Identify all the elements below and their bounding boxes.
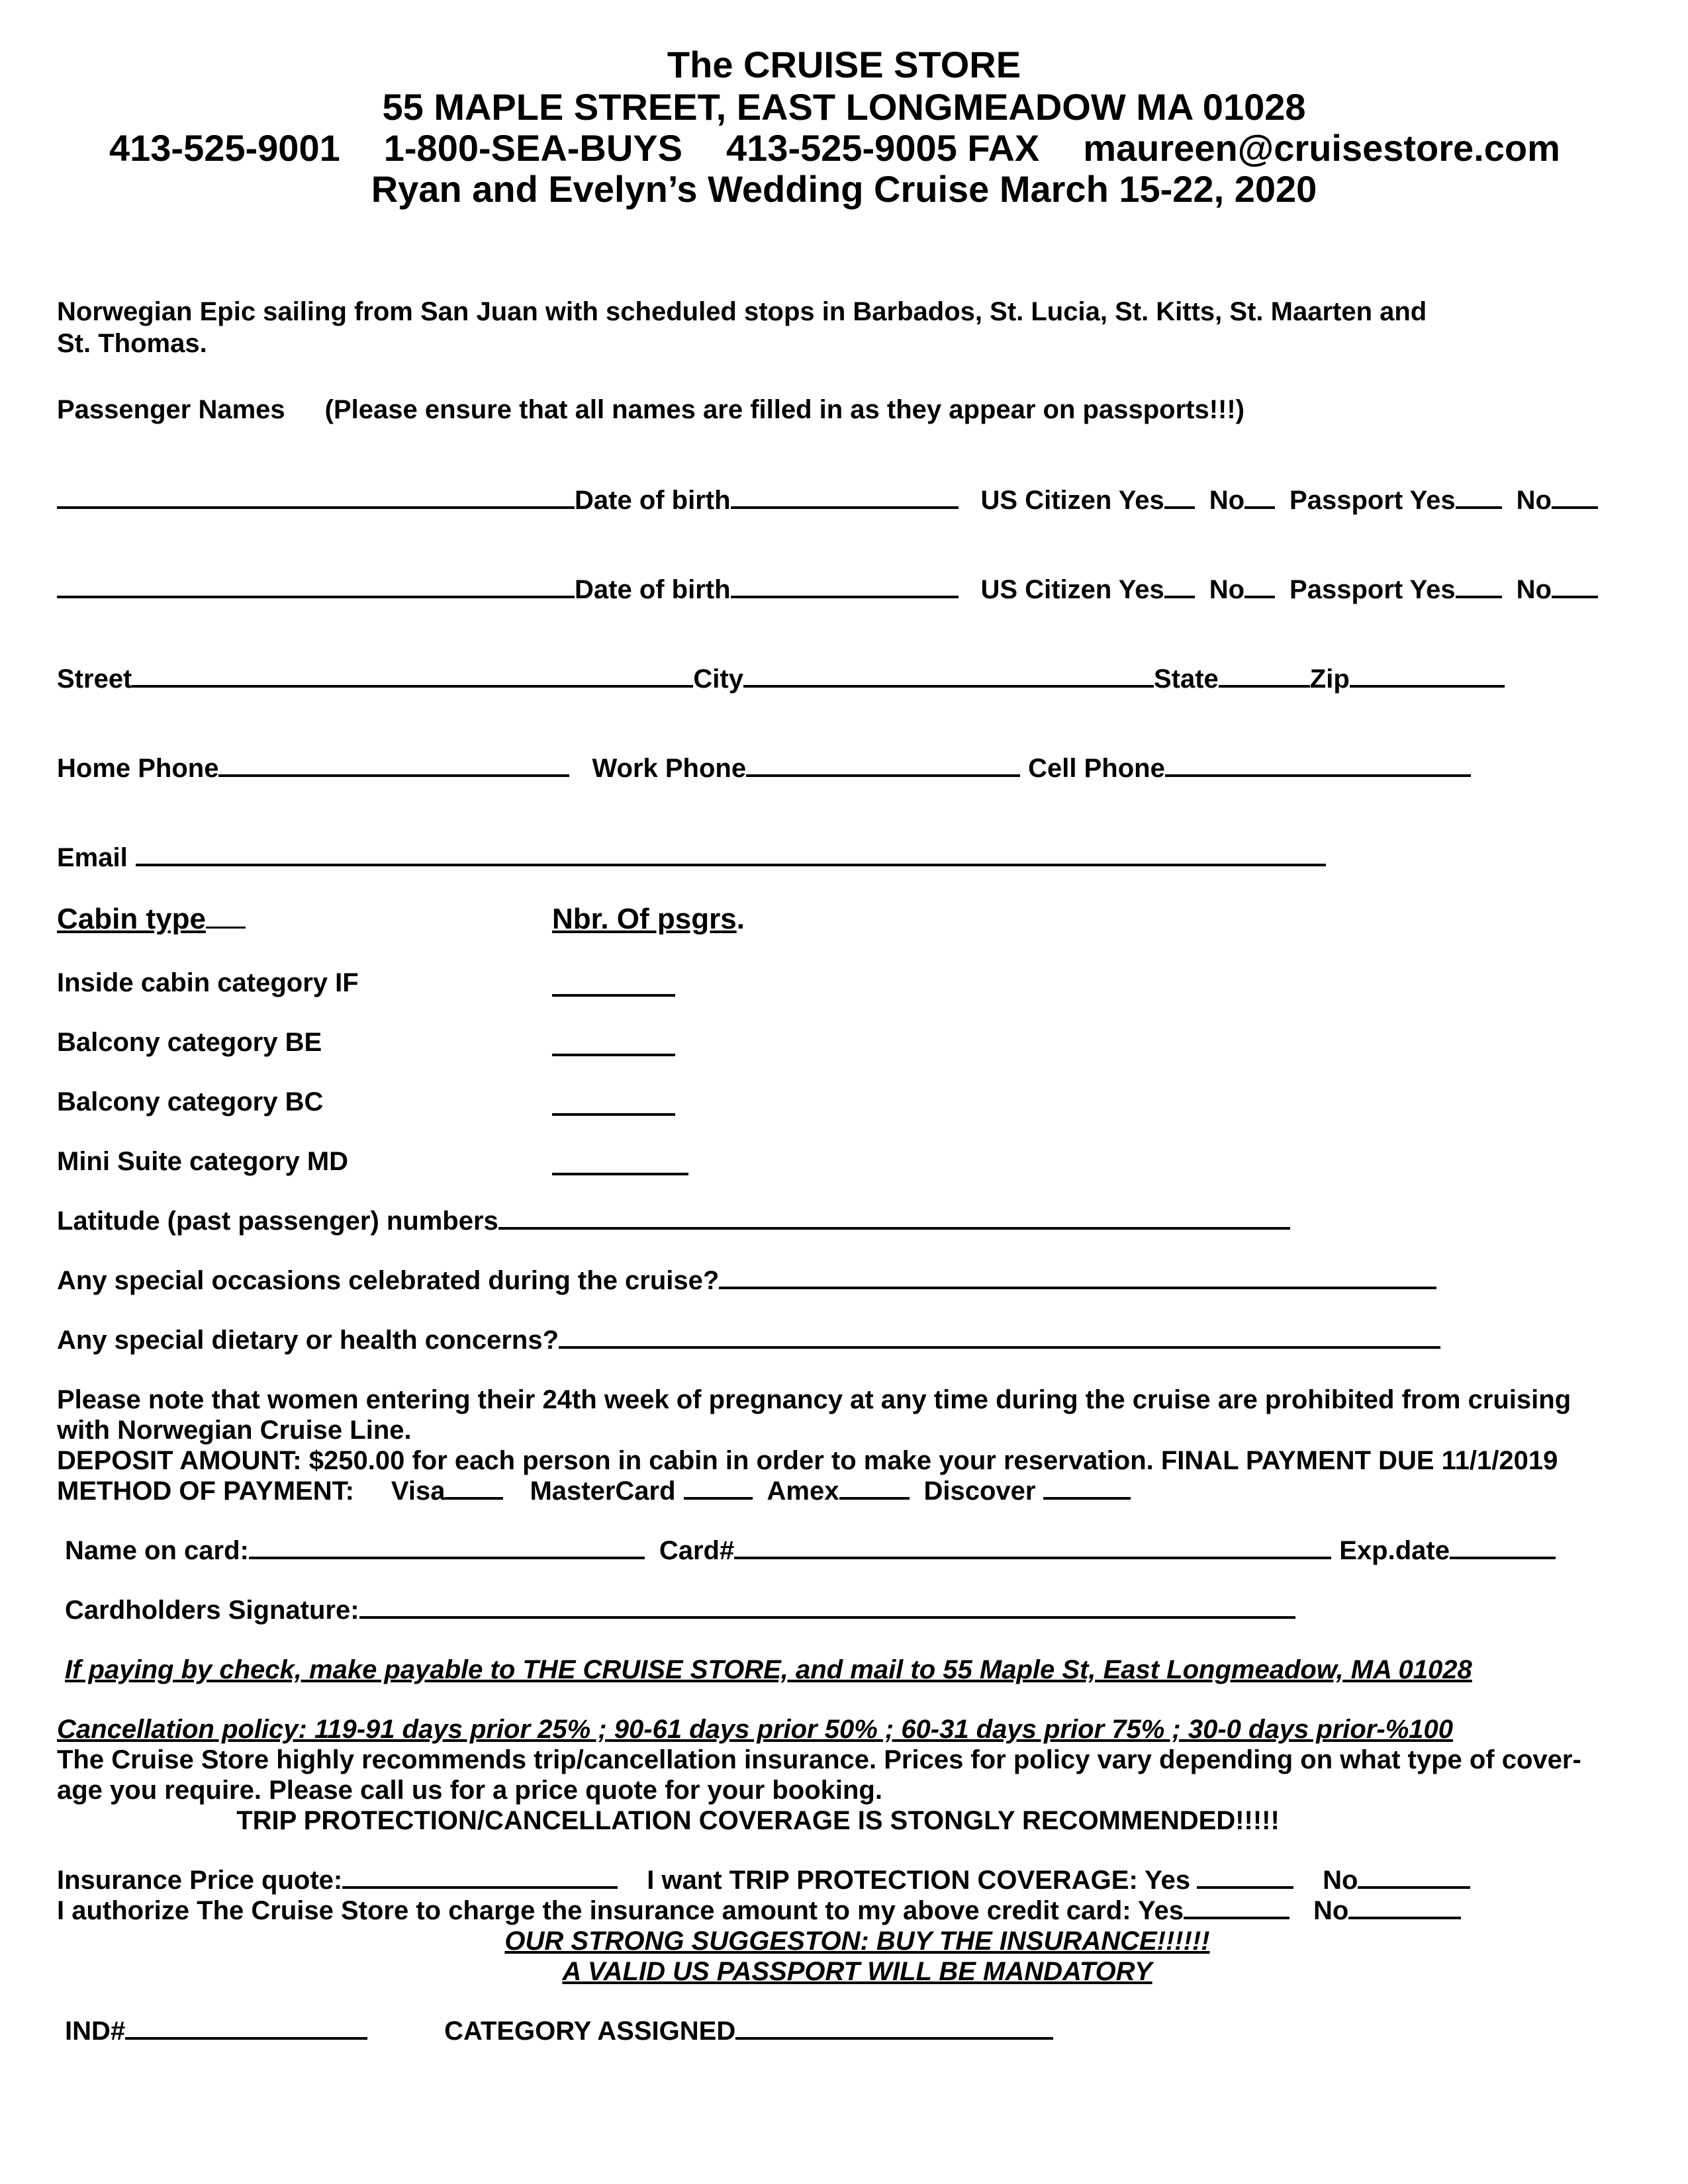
authorize-row: I authorize The Cruise Store to charge the insurance amount to my above credit card: Yes No [57, 1895, 1461, 1926]
dietary-field[interactable] [559, 1325, 1440, 1349]
latitude-row: Latitude (past passenger) numbers [57, 1206, 1290, 1236]
work-phone-field[interactable] [746, 753, 1020, 777]
card-number-field[interactable] [734, 1535, 1331, 1559]
mastercard-field[interactable] [684, 1476, 753, 1500]
event-title: Ryan and Evelyn’s Wedding Cruise March 15-22, 2020 [371, 168, 1317, 210]
ind-field[interactable] [125, 2016, 367, 2040]
passport-yes-field[interactable] [1456, 485, 1502, 509]
cabin-type-header: Cabin type [57, 903, 246, 936]
contact-email: maureen@cruisestore.com [1083, 127, 1560, 169]
dob-field[interactable] [731, 574, 959, 598]
authorize-yes-field[interactable] [1184, 1895, 1289, 1919]
insurance-recommendation-2: age you require. Please call us for a price quote for your booking. [57, 1776, 882, 1805]
cabin-count-field[interactable] [552, 1092, 675, 1119]
company-address: 55 MAPLE STREET, EAST LONGMEADOW MA 01028 [382, 86, 1306, 128]
passenger-row: Date of birth US Citizen Yes No Passport Yes No [57, 574, 1598, 605]
cancellation-policy: Cancellation policy: 119-91 days prior 25% ; 90-61 days prior 50% ; 60-31 days prior 75% ; 30-0 days prior-%100 [57, 1715, 1454, 1744]
insurance-recommendation-1: The Cruise Store highly recommends trip/cancellation insurance. Prices for policy vary depending on what type of cover- [57, 1745, 1581, 1774]
cabin-row-label: Mini Suite category MD [57, 1147, 349, 1176]
tollfree-number: 1-800-SEA-BUYS [383, 127, 683, 169]
latitude-field[interactable] [498, 1206, 1290, 1230]
passenger-row: Date of birth US Citizen Yes No Passport Yes No [57, 485, 1598, 516]
want-coverage-no-field[interactable] [1358, 1865, 1470, 1889]
amex-field[interactable] [839, 1476, 910, 1500]
insurance-quote-field[interactable] [342, 1865, 618, 1889]
passenger-heading: Passenger Names [57, 395, 285, 424]
cabin-count-field[interactable] [552, 1152, 688, 1179]
dietary-row: Any special dietary or health concerns? [57, 1325, 1440, 1355]
company-name: The CRUISE STORE [667, 44, 1021, 85]
visa-field[interactable] [445, 1476, 503, 1500]
category-assigned-field[interactable] [735, 2016, 1053, 2040]
passport-requirement: A VALID US PASSPORT WILL BE MANDATORY [562, 1957, 1152, 1986]
city-field[interactable] [743, 664, 1154, 688]
check-instructions: If paying by check, make payable to THE CRUISE STORE, and mail to 55 Maple St, East Longmeadow, MA 01028 [65, 1655, 1472, 1684]
insurance-row: Insurance Price quote: I want TRIP PROTECTION COVERAGE: Yes No [57, 1865, 1470, 1895]
cabin-row-label: Balcony category BC [57, 1087, 324, 1116]
passenger-count-header: Nbr. Of psgrs. [552, 903, 745, 935]
passenger-names-heading [57, 394, 1244, 425]
fax-number: 413-525-9005 FAX [726, 127, 1040, 169]
street-field[interactable] [132, 664, 693, 688]
exp-date-field[interactable] [1450, 1535, 1556, 1559]
state-field[interactable] [1219, 664, 1310, 688]
want-coverage-yes-field[interactable] [1197, 1865, 1293, 1889]
contact-line [109, 127, 1560, 169]
pregnancy-note-1: Please note that women entering their 24th week of pregnancy at any time during the cruise are prohibited from cruising [57, 1385, 1571, 1414]
authorize-no-field[interactable] [1348, 1895, 1461, 1919]
citizen-no-field[interactable] [1244, 485, 1275, 509]
cell-phone-field[interactable] [1165, 753, 1471, 777]
passport-note: (Please ensure that all names are filled in as they appear on passports!!!) [324, 395, 1244, 424]
passenger-name-field[interactable] [57, 485, 575, 509]
passenger-name-field[interactable] [57, 574, 575, 598]
email-field[interactable] [136, 842, 1326, 866]
name-on-card-field[interactable] [249, 1535, 645, 1559]
passport-no-field[interactable] [1552, 485, 1598, 509]
occasions-row: Any special occasions celebrated during the cruise? [57, 1265, 1436, 1296]
address-row: Street City State Zip [57, 664, 1505, 694]
dob-field[interactable] [731, 485, 959, 509]
cabin-row-label: Inside cabin category IF [57, 968, 359, 997]
phone-row: Home Phone Work Phone Cell Phone [57, 753, 1471, 784]
signature-field[interactable] [359, 1595, 1295, 1619]
card-row: Name on card: Card# Exp.date [65, 1535, 1556, 1566]
citizen-yes-field[interactable] [1164, 485, 1195, 509]
office-use-row: IND# CATEGORY ASSIGNED [65, 2016, 1053, 2046]
email-row: Email [57, 842, 1326, 873]
itinerary-line-1: Norwegian Epic sailing from San Juan with scheduled stops in Barbados, St. Lucia, St. Kitts, St. Maarten and [57, 297, 1427, 326]
cabin-count-field[interactable] [552, 1032, 675, 1060]
itinerary-line-2: St. Thomas. [57, 329, 207, 358]
discover-field[interactable] [1043, 1476, 1131, 1500]
home-phone-field[interactable] [218, 753, 569, 777]
citizen-no-field[interactable] [1244, 574, 1275, 598]
passport-yes-field[interactable] [1456, 574, 1502, 598]
pregnancy-note-2: with Norwegian Cruise Line. [57, 1416, 412, 1445]
occasions-field[interactable] [719, 1265, 1436, 1289]
insurance-suggestion: OUR STRONG SUGGESTON: BUY THE INSURANCE!!!!!! [504, 1927, 1210, 1956]
citizen-yes-field[interactable] [1164, 574, 1195, 598]
deposit-note: DEPOSIT AMOUNT: $250.00 for each person in cabin in order to make your reservation. FINAL PAYMENT DUE 11/1/2019 [57, 1446, 1558, 1475]
zip-field[interactable] [1350, 664, 1505, 688]
signature-row: Cardholders Signature: [65, 1595, 1295, 1625]
cabin-count-field[interactable] [552, 973, 675, 1000]
phone-number: 413-525-9001 [109, 127, 340, 169]
payment-method-row: METHOD OF PAYMENT: Visa MasterCard Amex Discover [57, 1476, 1131, 1506]
coverage-banner: TRIP PROTECTION/CANCELLATION COVERAGE IS STONGLY RECOMMENDED!!!!! [236, 1806, 1280, 1835]
cabin-row-label: Balcony category BE [57, 1028, 322, 1057]
passport-no-field[interactable] [1552, 574, 1598, 598]
